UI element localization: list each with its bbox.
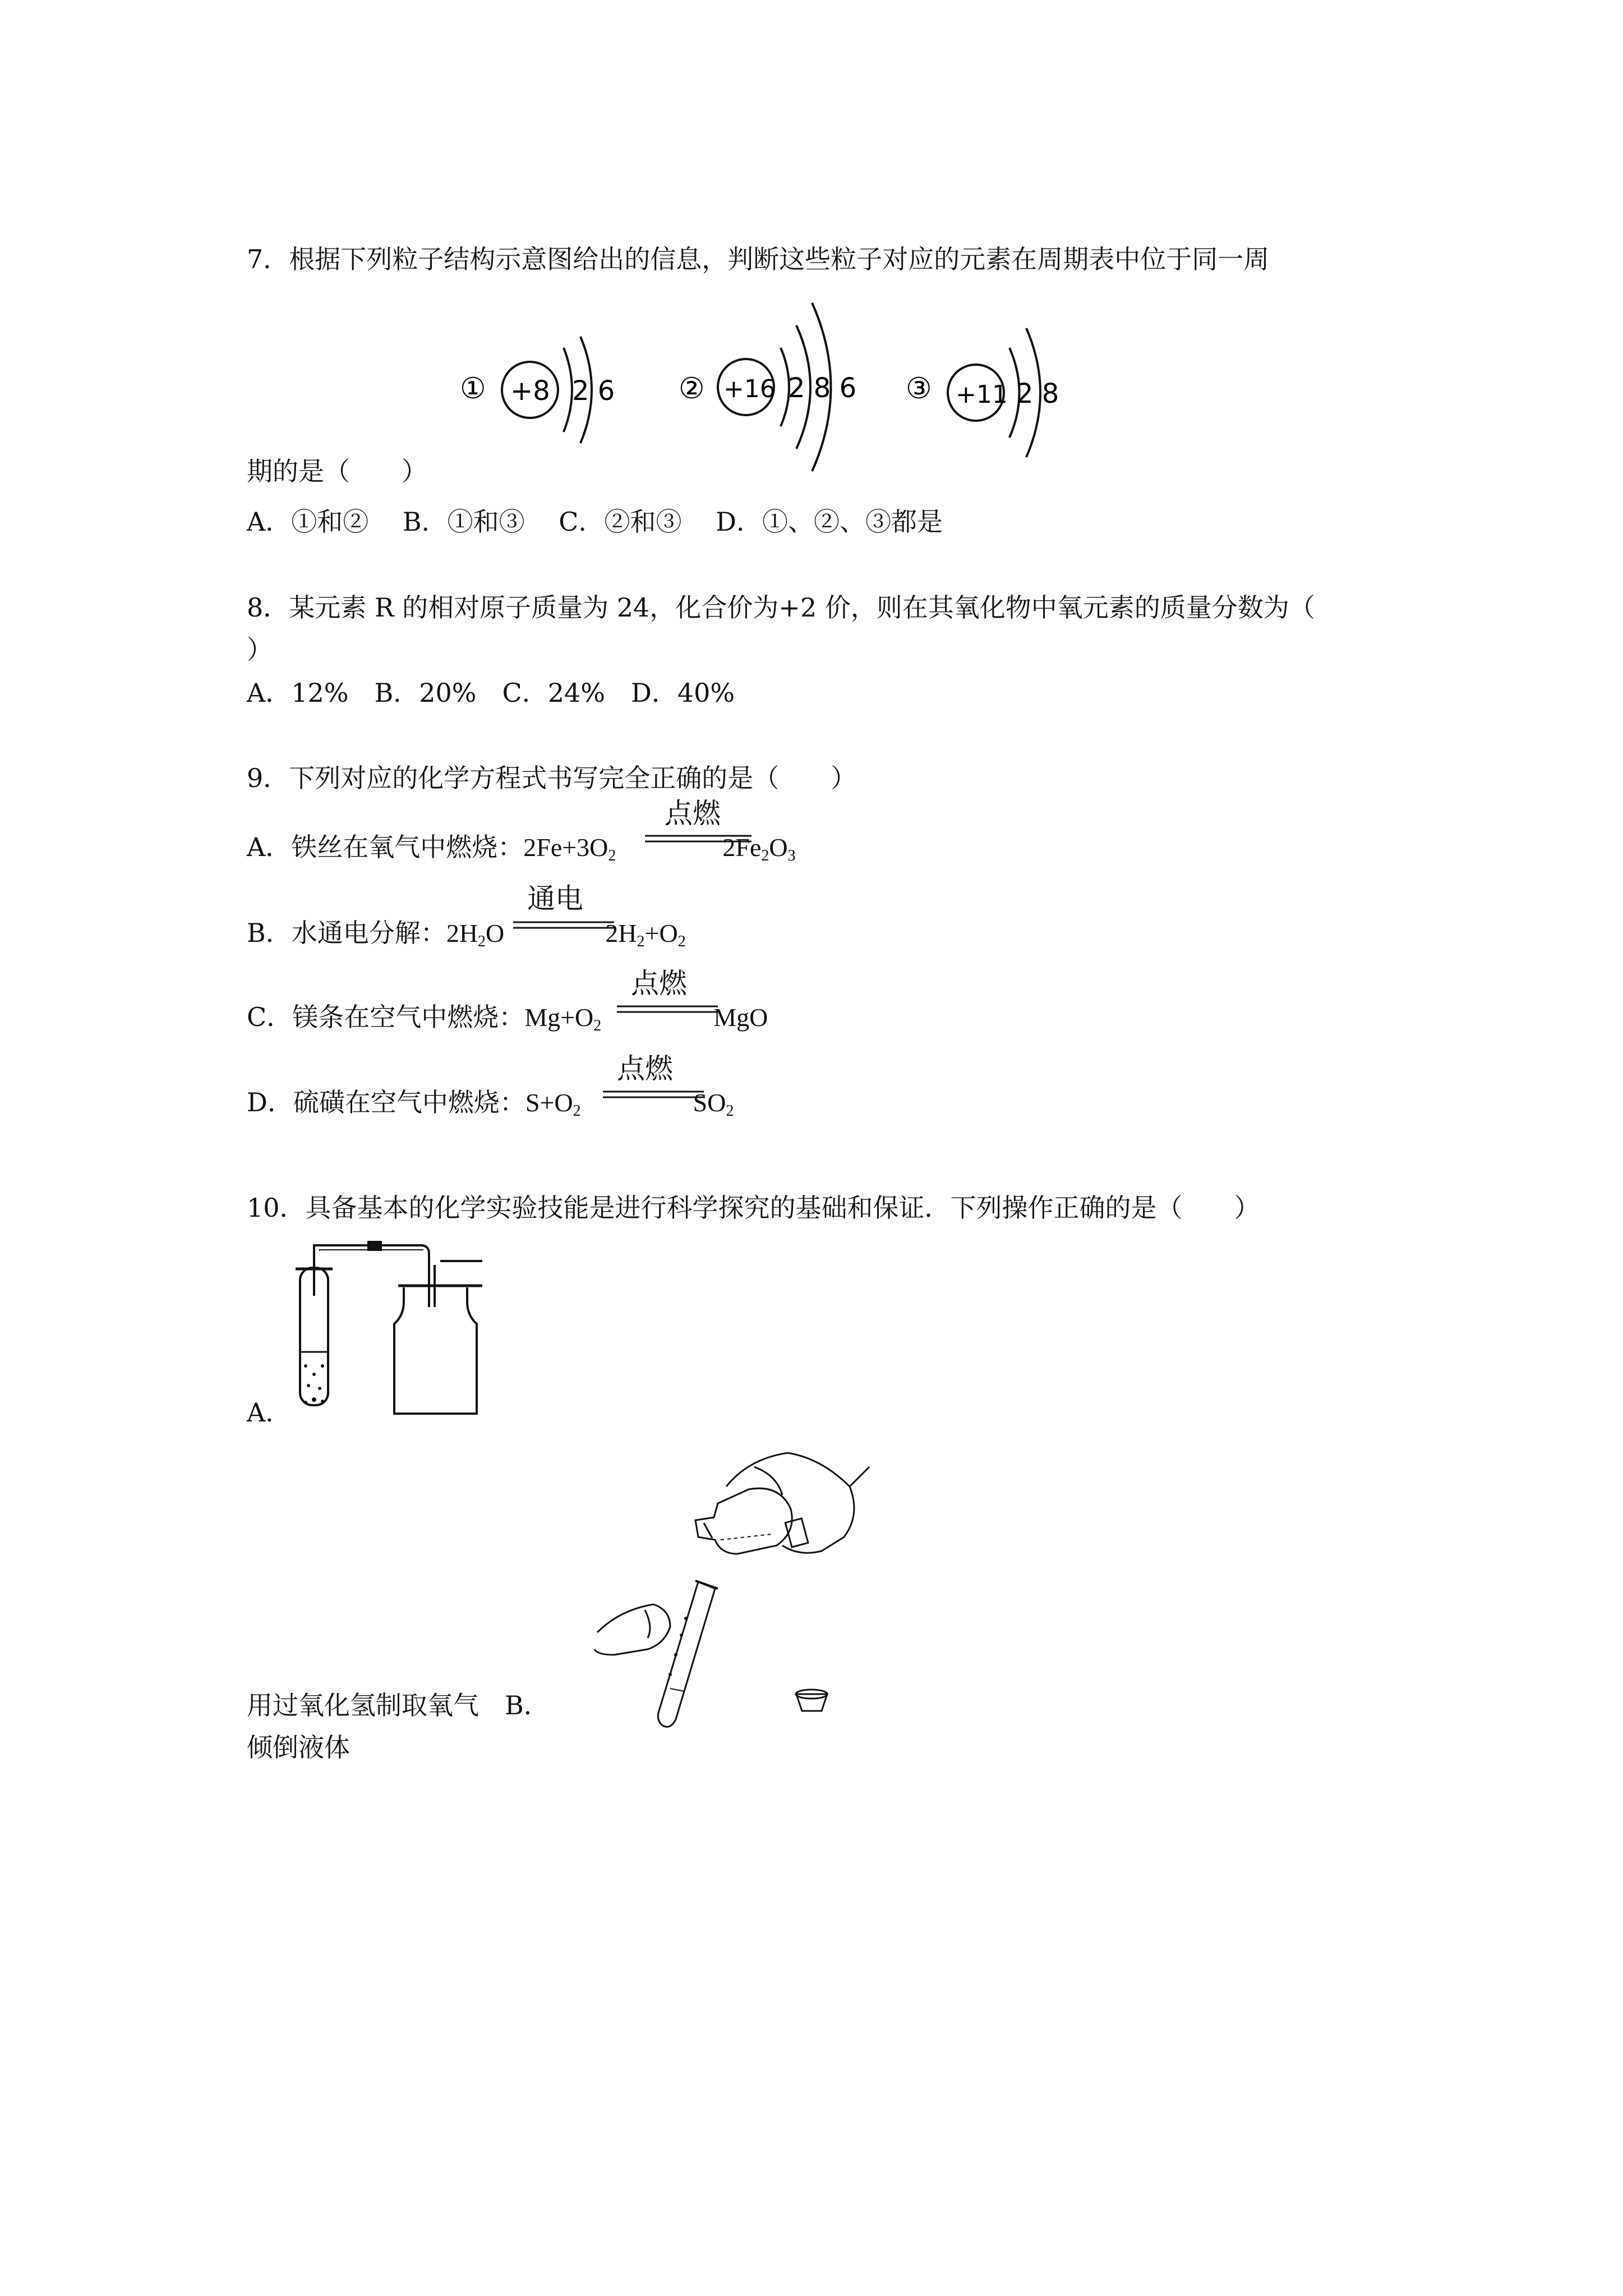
particle-1-marker: ① bbox=[460, 372, 486, 406]
q9-option-c-reactants: $Mg+O_2$ bbox=[524, 1003, 602, 1034]
q9-stem: 9．下列对应的化学方程式书写完全正确的是（ ） bbox=[247, 763, 857, 793]
q9-option-b-reactants: $2H_2O$ bbox=[446, 919, 505, 950]
q9-option-c-products: MgO bbox=[713, 1003, 768, 1032]
q10-option-a-caption: 用过氧化氢制取氧气 bbox=[247, 1690, 479, 1720]
q10-option-b-caption: 倾倒液体 bbox=[247, 1732, 350, 1763]
q10-option-b-pouring-illustration bbox=[586, 1442, 878, 1739]
q7-options: A．①和② B．①和③ C．②和③ D．①、②、③都是 bbox=[247, 507, 943, 537]
particle-1-electrons: 2 6 bbox=[572, 375, 615, 407]
q9-option-d-prefix: D．硫磺在空气中燃烧： bbox=[247, 1087, 525, 1117]
q10-option-a-caption-row bbox=[247, 1688, 550, 1722]
particle-3 bbox=[906, 328, 1059, 457]
particle-1-nucleus: +8 bbox=[510, 375, 550, 407]
particle-1 bbox=[460, 337, 615, 443]
particle-2-marker: ② bbox=[679, 372, 705, 406]
q10-stem: 10．具备基本的化学实验技能是进行科学探究的基础和保证．下列操作正确的是（ ） bbox=[247, 1193, 1260, 1223]
q9-option-b bbox=[247, 916, 686, 959]
particle-3-electrons: 2 8 bbox=[1016, 378, 1059, 409]
q9-option-d-equals-sign bbox=[603, 1089, 704, 1101]
q9-option-b-condition: 通电 bbox=[527, 882, 583, 915]
q9-option-b-equals-sign bbox=[513, 920, 614, 931]
q7-stem-continued: 期的是（ ） bbox=[247, 456, 427, 486]
q9-option-d-reactants: $S+O_2$ bbox=[525, 1088, 581, 1120]
q8-stem-continued: ） bbox=[247, 634, 273, 665]
particle-3-marker: ③ bbox=[906, 372, 932, 406]
q9-option-a-equals-sign bbox=[645, 834, 751, 845]
q7-stem: 7．根据下列粒子结构示意图给出的信息，判断这些粒子对应的元素在周期表中位于同一周 bbox=[247, 244, 1270, 274]
q9-option-a-products: $2Fe_2O_3$ bbox=[722, 833, 796, 864]
q8-options: A．12% B．20% C．24% D．40% bbox=[247, 678, 735, 708]
q10-option-a-apparatus-illustration bbox=[289, 1234, 502, 1425]
q9-option-b-prefix: B．水通电分解： bbox=[247, 918, 446, 948]
q9-option-b-products: $2H_2+O_2$ bbox=[605, 919, 686, 950]
q9-option-c-equals-sign bbox=[617, 1004, 718, 1015]
particle-2-nucleus: +16 bbox=[723, 375, 776, 403]
particle-3-nucleus: +11 bbox=[956, 380, 1008, 409]
q9-option-a-reactants: $2Fe+3O_2$ bbox=[523, 833, 616, 864]
q9-option-a-condition: 点燃 bbox=[665, 797, 721, 830]
q9-option-d-condition: 点燃 bbox=[617, 1052, 673, 1085]
q10-option-a-label: A． bbox=[247, 1397, 292, 1428]
particle-2 bbox=[679, 303, 856, 471]
q9-option-a-prefix: A．铁丝在氧气中燃烧： bbox=[247, 832, 524, 862]
q7-particle-diagrams bbox=[437, 286, 1110, 488]
q10-option-b-label: B． bbox=[505, 1690, 550, 1720]
particle-2-electrons: 2 8 6 bbox=[788, 372, 857, 404]
q9-option-c-condition: 点燃 bbox=[631, 967, 687, 1000]
q8-stem: 8．某元素 R 的相对原子质量为 24，化合价为+2 价，则在其氧化物中氧元素的质量分数为（ bbox=[247, 592, 1315, 623]
q9-option-c-prefix: C．镁条在空气中燃烧： bbox=[247, 1002, 525, 1032]
q9-option-d-products: $SO_2$ bbox=[693, 1088, 734, 1120]
